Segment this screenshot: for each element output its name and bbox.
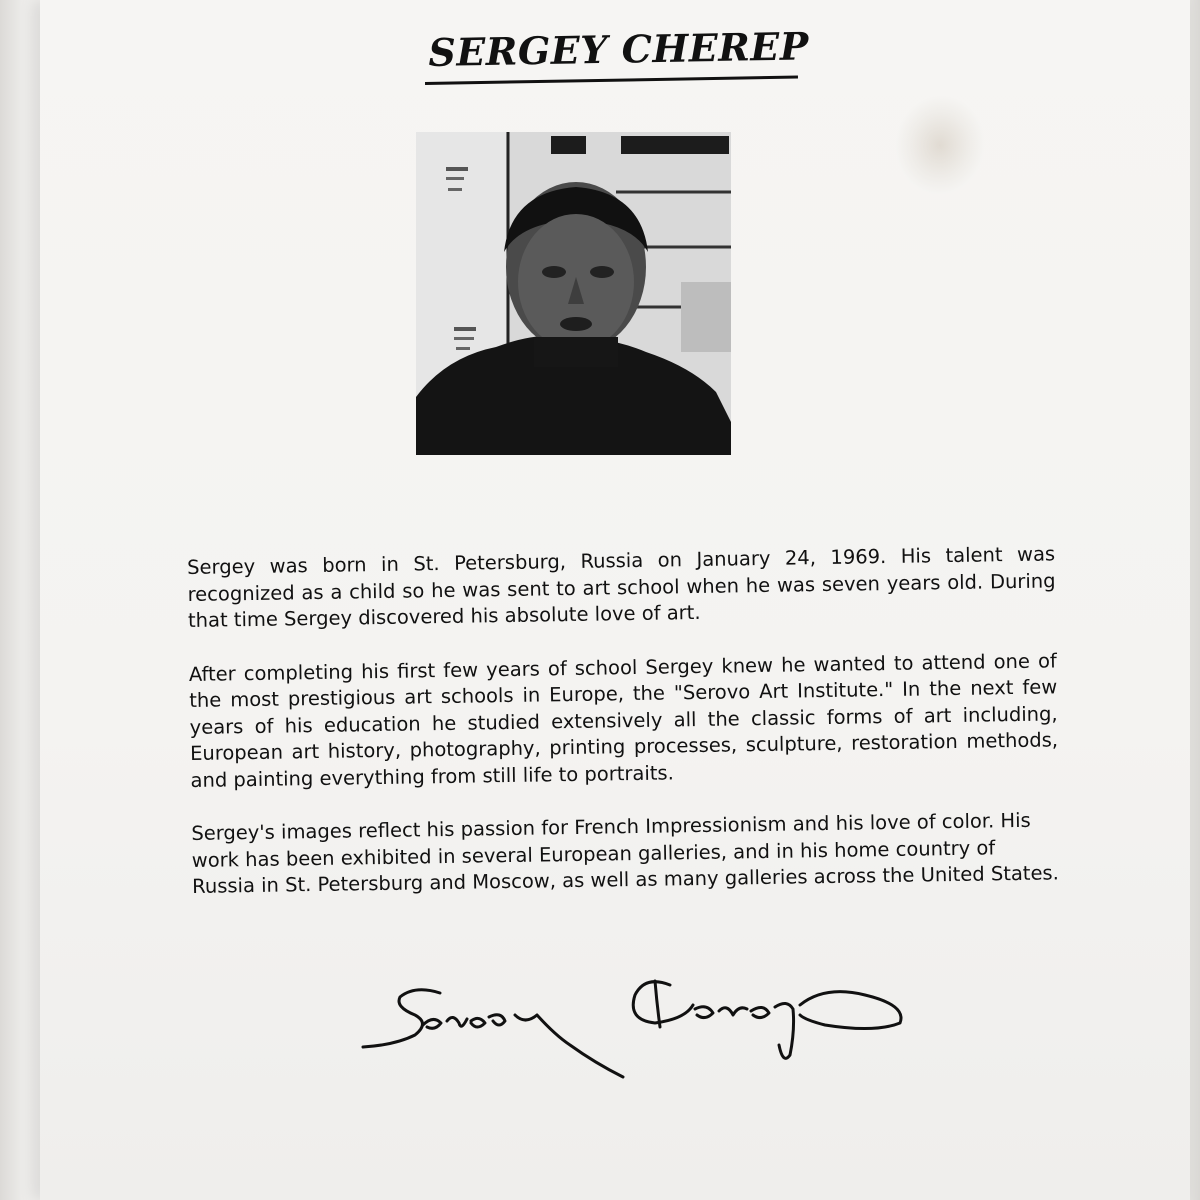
- bio-paragraph: Sergey's images reflect his passion for French Impressionism and his love of color. His work has been exhibited in several European galleries, and in his home country of Russia in St. Petersburg and Moscow, as well as many galleries across the United States.: [191, 808, 1059, 898]
- bio-paragraph: After completing his first few years of school Sergey knew he wanted to attend one of the most prestigious art schools in Europe, the "Serovo Art Institute." In the next few years of his education he studied extensively all the classic forms of art including, European art history, photography, printing processes, sculpture, restoration methods, and painting everything from still life to portraits.: [188, 648, 1059, 792]
- handwritten-signature: [355, 975, 915, 1085]
- bio-paragraph: Sergey was born in St. Petersburg, Russia on January 24, 1969. His talent was recognized as a child so he was sent to art school when he was seven years old. During that time Sergey discovered his absolute love of art.: [187, 542, 1056, 632]
- title-underline: [425, 75, 798, 85]
- paper-smudge: [888, 89, 991, 201]
- biography-text: [187, 541, 1061, 927]
- portrait-photo: [416, 132, 731, 455]
- page-title: SERGEY CHEREP: [428, 23, 810, 75]
